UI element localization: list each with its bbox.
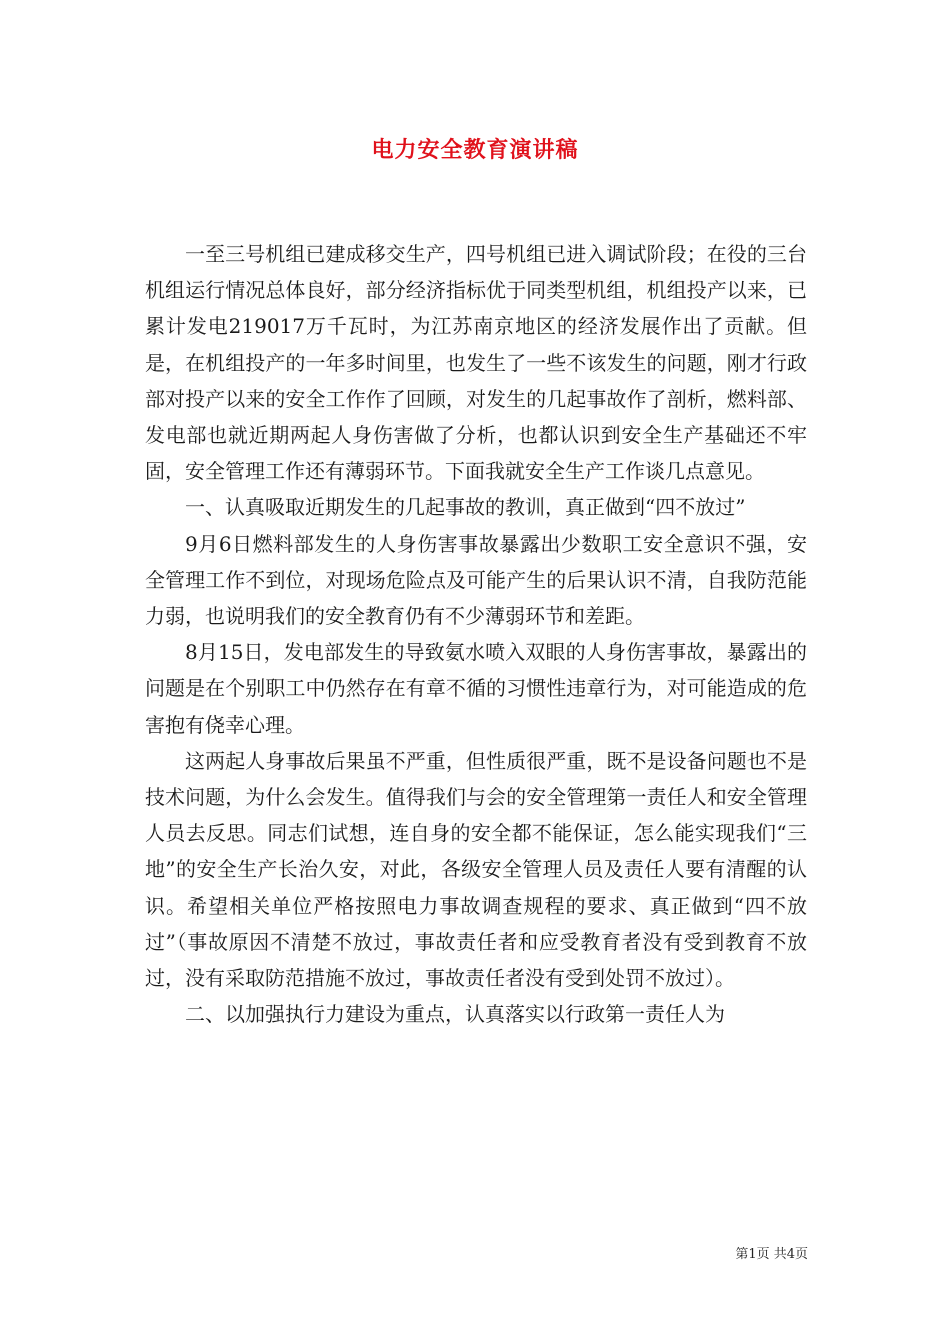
paragraph: 一至三号机组已建成移交生产，四号机组已进入调试阶段；在役的三台机组运行情况总体良好，部分经济指标优于同类型机组，机组投产以来，已累计发电219017万千瓦时，为江苏南京地区的经济发展作出了贡献。但是，在机组投产的一年多时间里，也发生了一些不该发生的问题，刚才行政部对投产以来的安全工作作了回顾，对发生的几起事故作了剖析，燃料部、发电部也就近期两起人身伤害做了分析，也都认识到安全生产基础还不牢固，安全管理工作还有薄弱环节。下面我就安全生产工作谈几点意见。 — [145, 242, 807, 484]
paragraph: 8月15日，发电部发生的导致氨水喷入双眼的人身伤害事故，暴露出的问题是在个别职工中仍然存在有章不循的习惯性违章行为，对可能造成的危害抱有侥幸心理。 — [145, 640, 807, 737]
paragraph: 9月6日燃料部发生的人身伤害事故暴露出少数职工安全意识不强，安全管理工作不到位，对现场危险点及可能产生的后果认识不清，自我防范能力弱，也说明我们的安全教育仍有不少薄弱环节和差距。 — [145, 531, 807, 629]
section-heading: 二、以加强执行力建设为重点，认真落实以行政第一责任人为 — [185, 1002, 725, 1027]
page-number: 第1页 共4页 — [735, 1247, 808, 1262]
document-title: 电力安全教育演讲稿 — [371, 137, 579, 163]
section-heading: 一、认真吸取近期发生的几起事故的教训，真正做到“四不放过” — [185, 495, 746, 520]
paragraph: 这两起人身事故后果虽不严重，但性质很严重，既不是设备问题也不是技术问题，为什么会发生。值得我们与会的安全管理第一责任人和安全管理人员去反思。同志们试想，连自身的安全都不能保证，怎么能实现我们“三地”的安全生产长治久安，对此，各级安全管理人员及责任人要有清醒的认识。希望相关单位严格按照电力事故调查规程的要求、真正做到“四不放过”（事故原因不清楚不放过，事故责任者和应受教育者没有受到教育不放过，没有采取防范措施不放过，事故责任者没有受到处罚不放过）。 — [145, 748, 807, 991]
document-body — [145, 236, 807, 1032]
